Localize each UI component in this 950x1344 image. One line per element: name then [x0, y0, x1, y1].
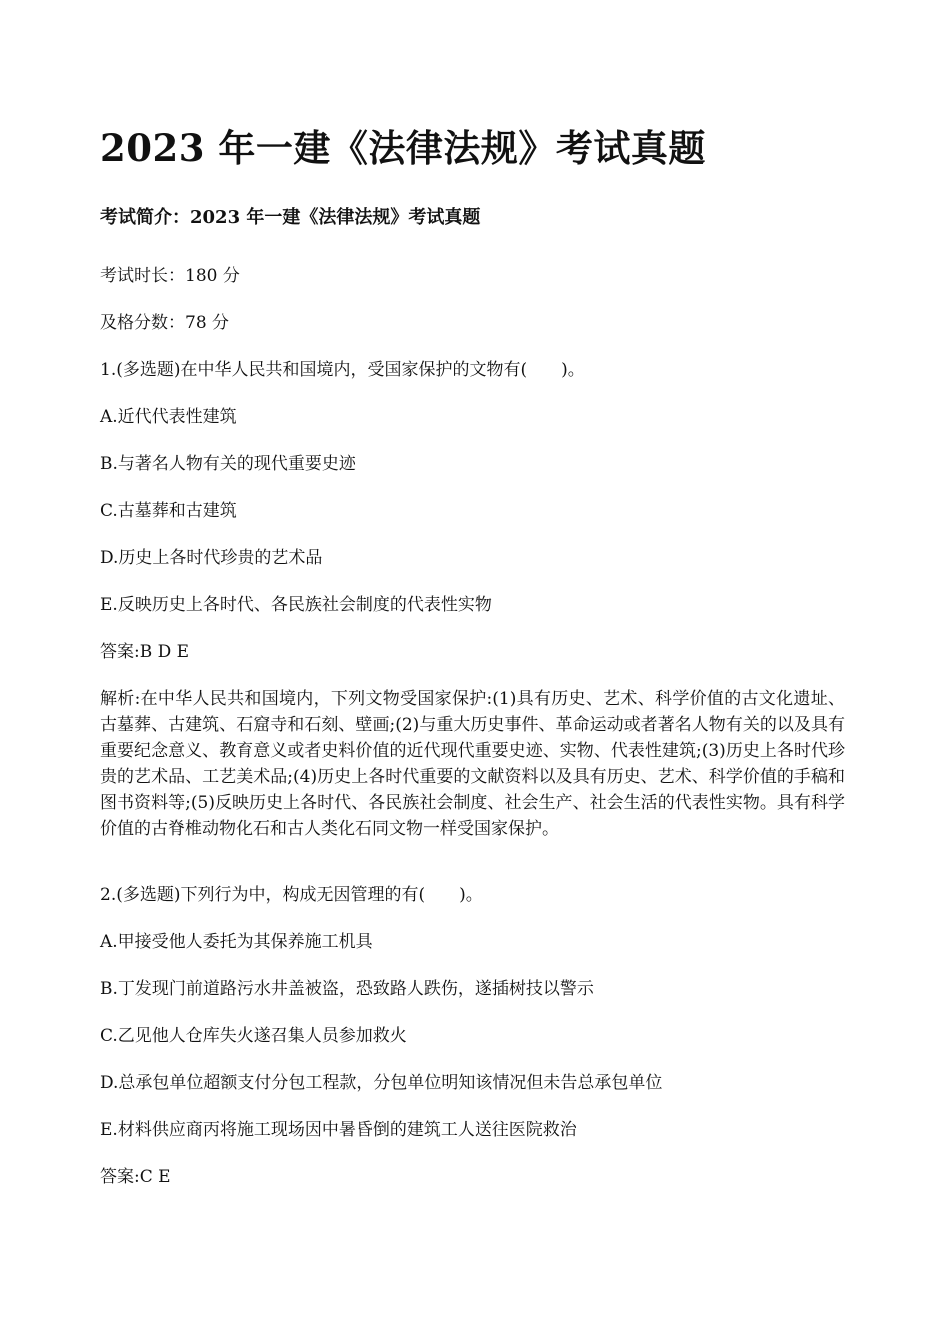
question-1-option-a: A.近代代表性建筑: [100, 407, 237, 427]
document-title: 2023 年一建《法律法规》考试真题: [100, 126, 706, 170]
exam-duration: 考试时长：180 分: [100, 266, 240, 286]
question-2-option-d: D.总承包单位超额支付分包工程款，分包单位明知该情况但未告总承包单位: [100, 1073, 663, 1093]
question-2-option-a: A.甲接受他人委托为其保养施工机具: [100, 932, 373, 952]
question-1-option-c: C.古墓葬和古建筑: [100, 501, 237, 521]
question-1-analysis: 解析:在中华人民共和国境内，下列文物受国家保护:(1)具有历史、艺术、科学价值的古文化遗址、古墓葬、古建筑、石窟寺和石刻、壁画;(2)与重大历史事件、革命运动或者著名人物有关的以及具有重要纪念意义、教育意义或者史料价值的近代现代重要史迹、实物、代表性建筑;(3)历史上各时代珍贵的艺术品、工艺美术品;(4)历史上各时代重要的文献资料以及具有历史、艺术、科学价值的手稿和图书资料等;(5)反映历史上各时代、各民族社会制度、社会生产、社会生活的代表性实物。具有科学价值的古脊椎动物化石和古人类化石同文物一样受国家保护。: [100, 689, 845, 839]
question-2-answer: 答案:C E: [100, 1167, 171, 1187]
question-1-option-e: E.反映历史上各时代、各民族社会制度的代表性实物: [100, 595, 492, 615]
question-1-answer: 答案:B D E: [100, 642, 190, 662]
question-2-option-c: C.乙见他人仓库失火遂召集人员参加救火: [100, 1026, 407, 1046]
question-1-option-d: D.历史上各时代珍贵的艺术品: [100, 548, 323, 568]
question-2-stem: 2.(多选题)下列行为中，构成无因管理的有( )。: [100, 885, 483, 905]
passing-score: 及格分数：78 分: [100, 313, 230, 333]
exam-intro: 考试简介：2023 年一建《法律法规》考试真题: [100, 207, 481, 228]
question-1-option-b: B.与著名人物有关的现代重要史迹: [100, 454, 356, 474]
question-2-option-e: E.材料供应商丙将施工现场因中暑昏倒的建筑工人送往医院救治: [100, 1120, 577, 1140]
question-1-stem: 1.(多选题)在中华人民共和国境内，受国家保护的文物有( )。: [100, 360, 585, 380]
question-2-option-b: B.丁发现门前道路污水井盖被盗，恐致路人跌伤，遂插树技以警示: [100, 979, 594, 999]
